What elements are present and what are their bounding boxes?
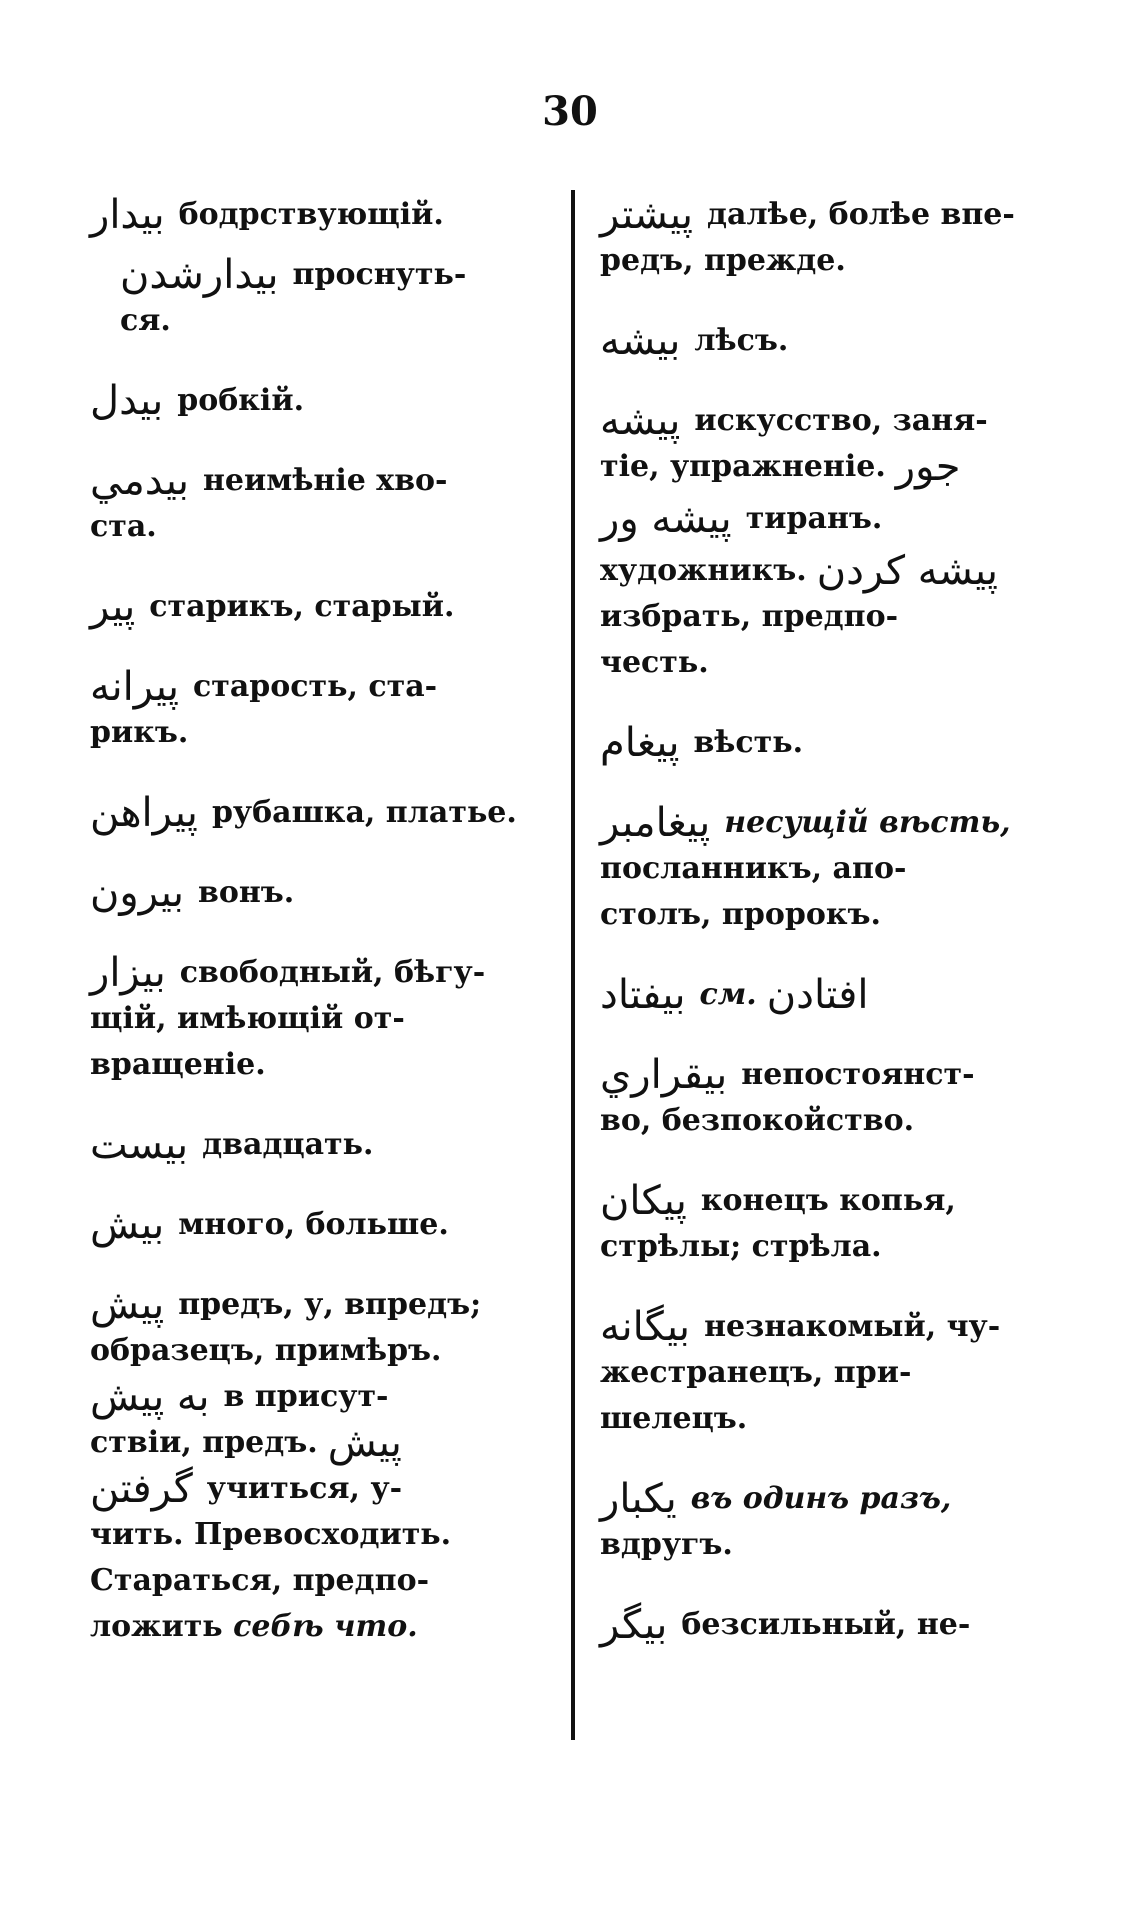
entry [90,870,552,916]
definition: тіе, упражненіе. [600,449,886,484]
italic-note: см. [699,977,757,1012]
arabic-headword: بيدل [90,378,164,424]
entry [90,950,552,1088]
definition: бодрствующій. [178,197,444,232]
entry [90,584,552,630]
definition: свободный, бѣгу- [179,955,486,990]
right-column [600,192,1048,1682]
arabic-headword: پيشه [600,398,681,444]
arabic-headword: جور [895,444,961,490]
arabic-headword: بيقراري [600,1052,728,1098]
italic-note: себѣ что. [233,1609,418,1644]
entry [600,1052,1048,1144]
definition: вращеніе. [90,1047,266,1082]
arabic-headword: بيدار [90,192,165,238]
definition: старость, ста- [192,669,438,704]
column-divider [571,190,575,1740]
definition: ся. [120,303,171,338]
arabic-phrase: به پيش [90,1374,210,1420]
arabic-headword: پيرانه [90,664,179,710]
entry [90,1374,552,1466]
definition: ста. [90,509,157,544]
definition: образецъ, примѣръ. [90,1333,442,1368]
entry [600,720,1048,766]
definition: много, больше. [178,1207,449,1242]
definition: вѣсть. [693,725,804,760]
entry [90,664,552,756]
arabic-headword: بيگانه [600,1304,691,1350]
page-number: 30 [542,88,598,135]
left-column [90,192,552,1684]
arabic-headword: پيشتر [600,192,694,238]
entry [90,458,552,550]
arabic-headword: پيراهن [90,790,198,836]
arabic-headword: بيشه [600,318,681,364]
italic-definition: въ одинъ разъ, [690,1481,952,1516]
definition: вдругъ. [600,1527,733,1562]
definition: стрѣлы; стрѣла. [600,1229,882,1264]
entry [600,548,1048,686]
arabic-headword: بيست [90,1122,189,1168]
definition: проснуть- [292,257,467,292]
definition: редъ, прежде. [600,243,846,278]
definition: двадцать. [202,1127,374,1162]
arabic-headword: پيكان [600,1178,687,1224]
entry [600,192,1048,284]
definition: ложить [90,1609,223,1644]
entry [600,1602,1048,1648]
arabic-headword: بيگر [600,1602,668,1648]
arabic-headword: بيدارشدن [120,252,279,298]
arabic-headword: بيش [90,1202,165,1248]
entry [90,1122,552,1168]
definition: неимѣніе хво- [202,463,448,498]
definition: безсильный, не- [681,1607,971,1642]
definition: вонъ. [197,875,295,910]
arabic-headword: يكبار [600,1476,677,1522]
definition: рубашка, платье. [211,795,517,830]
entry [600,398,1048,490]
definition: непостоянст- [741,1057,975,1092]
definition: избрать, предпо- [600,599,899,634]
definition: тиранъ. [745,501,883,536]
entry [90,790,552,836]
definition: в присут- [223,1379,389,1414]
definition: жестранецъ, при- [600,1355,912,1390]
definition: посланникъ, апо- [600,851,907,886]
definition: во, безпокойство. [600,1103,915,1138]
arabic-headword: پيش [327,1420,402,1466]
arabic-headword: بيدمي [90,458,189,504]
entry [600,800,1048,938]
entry [600,318,1048,364]
arabic-headword: بيرون [90,870,184,916]
definition: учиться, у- [206,1471,403,1506]
arabic-headword: پيشه ور [600,496,732,542]
entry [120,252,552,344]
definition: незнакомый, чу- [704,1309,1001,1344]
entry [600,1304,1048,1442]
arabic-headword: گرفتن [90,1466,193,1512]
entry [600,496,1048,542]
definition: столъ, пророкъ. [600,897,881,932]
definition: старикъ, старый. [149,589,455,624]
definition: честь. [600,645,709,680]
entry [600,1178,1048,1270]
arabic-headword: افتادن [766,972,869,1018]
arabic-headword: پيغامبر [600,800,711,846]
definition: щій, имѣющій от- [90,1001,405,1036]
arabic-headword: بيفتاد [600,972,686,1018]
definition: чить. Превосходить. [90,1517,452,1552]
arabic-headword: بيزار [90,950,166,996]
arabic-headword: پير [90,584,136,630]
definition: искусство, заня- [694,403,988,438]
definition: конецъ копья, [700,1183,956,1218]
definition: Стараться, предпо- [90,1563,430,1598]
entry [600,972,1048,1018]
arabic-headword: پيشه كردن [816,548,999,594]
entry [90,1466,552,1650]
arabic-headword: پيش [90,1282,165,1328]
definition: ствіи, предъ. [90,1425,318,1460]
definition: робкій. [177,383,305,418]
entry [90,192,552,238]
italic-definition: несущій вѣсть, [724,805,1011,840]
definition: лѣсъ. [694,323,789,358]
entry [90,1282,552,1374]
entry [90,378,552,424]
definition: художникъ. [600,553,807,588]
entry [90,1202,552,1248]
definition: шелецъ. [600,1401,748,1436]
definition: рикъ. [90,715,189,750]
entry [600,1476,1048,1568]
arabic-headword: پيغام [600,720,680,766]
definition: предъ, у, впредъ; [178,1287,482,1322]
definition: далѣе, болѣе впе- [707,197,1015,232]
